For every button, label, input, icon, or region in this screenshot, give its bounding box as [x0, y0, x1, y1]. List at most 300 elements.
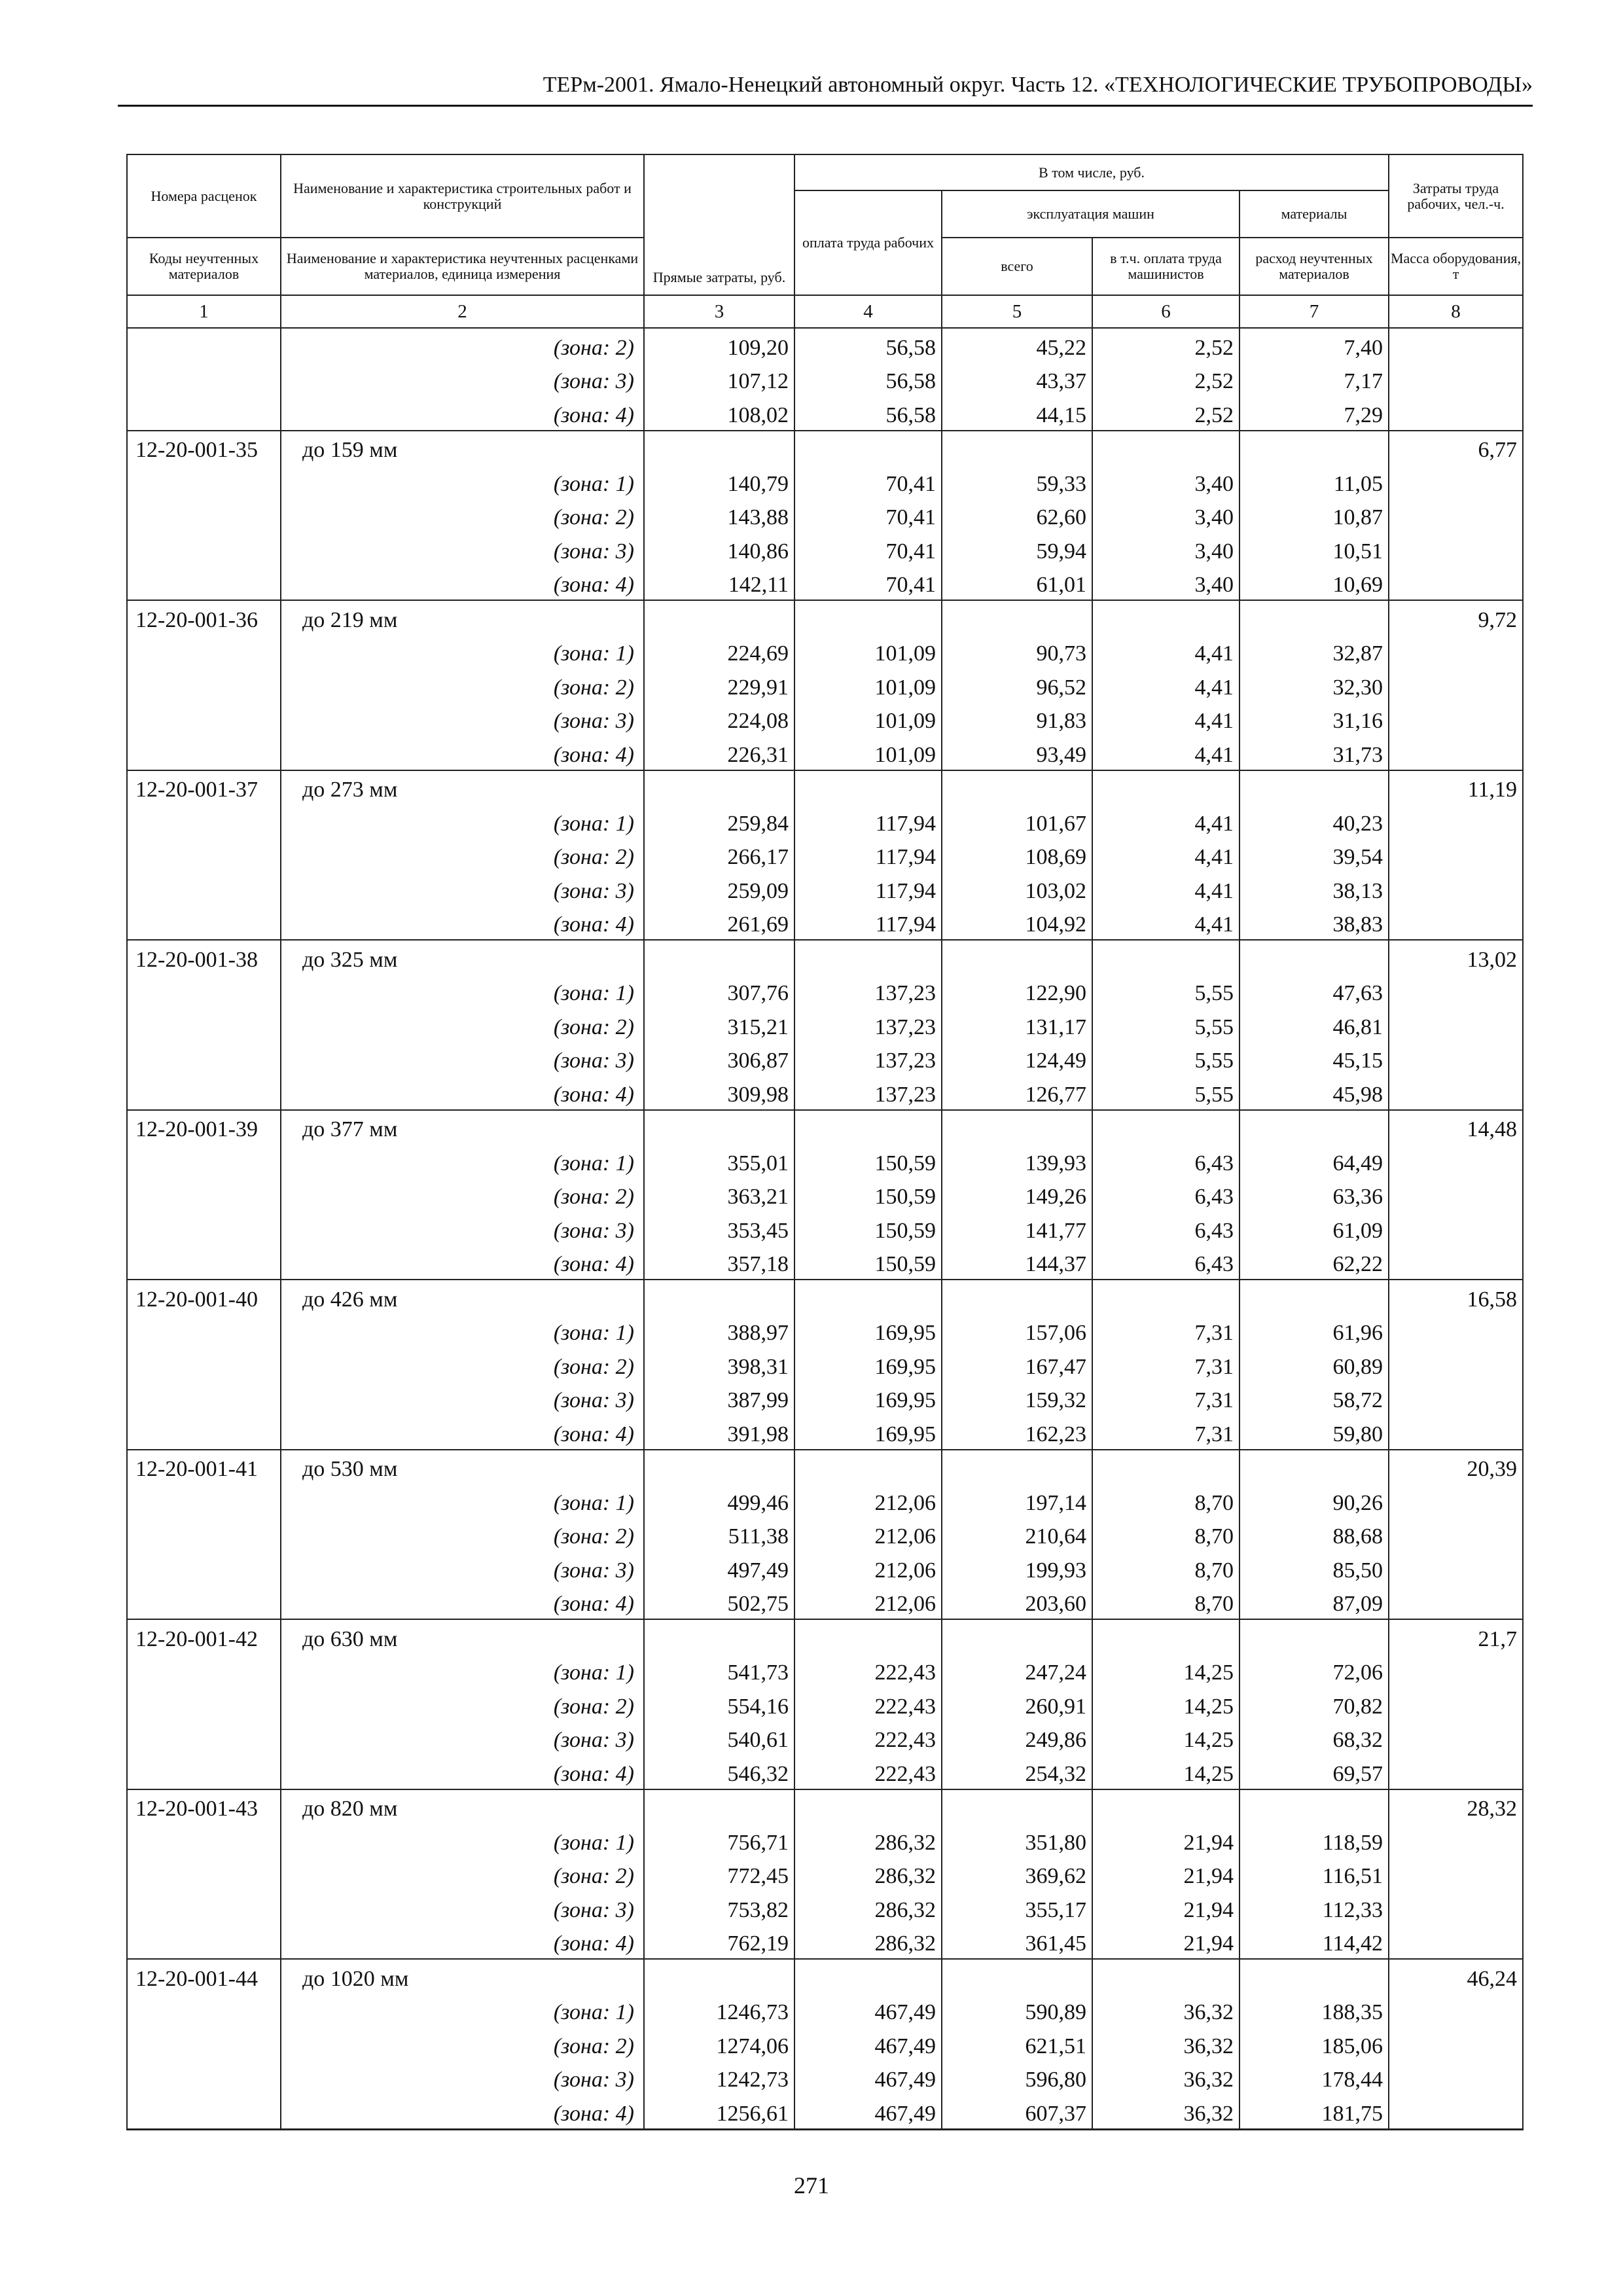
value-cell: 108,69 — [942, 838, 1092, 872]
value-cell: 5,55 — [1092, 1075, 1240, 1110]
empty-cell — [1389, 1075, 1523, 1110]
value-cell: 96,52 — [942, 668, 1092, 702]
value-cell: 139,93 — [942, 1144, 1092, 1178]
value-cell: 224,08 — [644, 702, 794, 736]
zone-label: (зона: 3) — [281, 872, 644, 906]
empty-cell — [1389, 2027, 1523, 2061]
table-row — [127, 668, 1523, 702]
zone-label: (зона: 2) — [281, 1687, 644, 1721]
rate-name: до 820 мм — [281, 1789, 644, 1824]
value-cell: 286,32 — [794, 1857, 942, 1892]
empty-cell — [1389, 499, 1523, 533]
value-cell: 3,40 — [1092, 499, 1240, 533]
value-cell: 369,62 — [942, 1857, 1092, 1892]
empty-cell — [644, 1789, 794, 1824]
empty-cell — [942, 1450, 1092, 1484]
empty-cell — [1389, 1687, 1523, 1721]
value-cell: 2,52 — [1092, 396, 1240, 431]
value-cell: 58,72 — [1240, 1382, 1389, 1416]
empty-cell — [942, 1280, 1092, 1314]
value-cell: 3,40 — [1092, 566, 1240, 601]
empty-cell — [644, 940, 794, 975]
value-cell: 355,01 — [644, 1144, 794, 1178]
table-header — [127, 154, 1523, 328]
value-cell: 88,68 — [1240, 1518, 1389, 1552]
value-cell: 1274,06 — [644, 2027, 794, 2061]
value-cell: 143,88 — [644, 499, 794, 533]
value-cell: 137,23 — [794, 1042, 942, 1076]
empty-cell — [1092, 600, 1240, 635]
value-cell: 70,82 — [1240, 1687, 1389, 1721]
zone-label: (зона: 2) — [281, 1348, 644, 1382]
empty-cell — [127, 1823, 281, 1857]
value-cell: 4,41 — [1092, 804, 1240, 838]
value-cell: 117,94 — [794, 906, 942, 941]
empty-cell — [942, 1959, 1092, 1994]
value-cell: 140,79 — [644, 465, 794, 499]
rate-code: 12-20-001-37 — [127, 770, 281, 805]
value-cell: 101,67 — [942, 804, 1092, 838]
empty-cell — [1389, 635, 1523, 669]
rate-name: до 377 мм — [281, 1110, 644, 1145]
value-cell: 361,45 — [942, 1925, 1092, 1960]
value-cell: 90,73 — [942, 635, 1092, 669]
value-cell: 7,17 — [1240, 363, 1389, 397]
empty-cell — [794, 1110, 942, 1145]
value-cell: 388,97 — [644, 1314, 794, 1348]
value-cell: 546,32 — [644, 1755, 794, 1789]
table-row — [127, 906, 1523, 941]
table-row — [127, 975, 1523, 1009]
value-cell: 101,09 — [794, 635, 942, 669]
empty-cell — [1389, 1721, 1523, 1755]
empty-cell — [127, 1246, 281, 1280]
value-cell: 162,23 — [942, 1415, 1092, 1450]
labor-cost: 20,39 — [1389, 1450, 1523, 1484]
empty-cell — [1389, 1823, 1523, 1857]
empty-cell — [1389, 668, 1523, 702]
empty-cell — [644, 1280, 794, 1314]
value-cell: 306,87 — [644, 1042, 794, 1076]
empty-cell — [127, 975, 281, 1009]
empty-cell — [1389, 1415, 1523, 1450]
column-number: 8 — [1389, 295, 1523, 328]
empty-cell — [127, 328, 281, 363]
value-cell: 7,31 — [1092, 1348, 1240, 1382]
zone-label: (зона: 2) — [281, 1178, 644, 1212]
value-cell: 122,90 — [942, 975, 1092, 1009]
value-cell: 212,06 — [794, 1518, 942, 1552]
value-cell: 351,80 — [942, 1823, 1092, 1857]
value-cell: 21,94 — [1092, 1823, 1240, 1857]
empty-cell — [1389, 1144, 1523, 1178]
value-cell: 8,70 — [1092, 1551, 1240, 1585]
empty-cell — [127, 2094, 281, 2129]
column-number: 5 — [942, 295, 1092, 328]
value-cell: 137,23 — [794, 1075, 942, 1110]
value-cell: 247,24 — [942, 1654, 1092, 1688]
value-cell: 169,95 — [794, 1314, 942, 1348]
empty-cell — [1389, 396, 1523, 431]
value-cell: 11,05 — [1240, 465, 1389, 499]
empty-cell — [794, 770, 942, 805]
empty-cell — [127, 1211, 281, 1246]
value-cell: 14,25 — [1092, 1755, 1240, 1789]
header-cell: Прямые затраты, руб. — [644, 154, 794, 295]
value-cell: 188,35 — [1240, 1994, 1389, 2028]
table-row — [127, 736, 1523, 770]
empty-cell — [1240, 1450, 1389, 1484]
zone-label: (зона: 1) — [281, 1314, 644, 1348]
value-cell: 68,32 — [1240, 1721, 1389, 1755]
zone-label: (зона: 3) — [281, 363, 644, 397]
value-cell: 64,49 — [1240, 1144, 1389, 1178]
rate-row — [127, 431, 1523, 465]
zone-label: (зона: 2) — [281, 499, 644, 533]
empty-cell — [1240, 770, 1389, 805]
empty-cell — [1389, 2061, 1523, 2095]
value-cell: 266,17 — [644, 838, 794, 872]
value-cell: 109,20 — [644, 328, 794, 363]
zone-label: (зона: 2) — [281, 2027, 644, 2061]
value-cell: 10,87 — [1240, 499, 1389, 533]
value-cell: 46,81 — [1240, 1008, 1389, 1042]
empty-cell — [127, 1415, 281, 1450]
value-cell: 32,30 — [1240, 668, 1389, 702]
table-row — [127, 1891, 1523, 1925]
value-cell: 286,32 — [794, 1925, 942, 1960]
empty-cell — [1389, 465, 1523, 499]
zone-label: (зона: 4) — [281, 1585, 644, 1620]
table-row — [127, 1994, 1523, 2028]
value-cell: 36,32 — [1092, 2094, 1240, 2129]
empty-cell — [942, 431, 1092, 465]
zone-label: (зона: 1) — [281, 1823, 644, 1857]
empty-cell — [644, 1110, 794, 1145]
value-cell: 21,94 — [1092, 1891, 1240, 1925]
value-cell: 259,84 — [644, 804, 794, 838]
value-cell: 104,92 — [942, 906, 1092, 941]
empty-cell — [127, 1687, 281, 1721]
labor-cost: 16,58 — [1389, 1280, 1523, 1314]
table-row — [127, 1551, 1523, 1585]
empty-cell — [644, 600, 794, 635]
value-cell: 38,83 — [1240, 906, 1389, 941]
value-cell: 117,94 — [794, 838, 942, 872]
empty-cell — [127, 1994, 281, 2028]
empty-cell — [127, 1178, 281, 1212]
value-cell: 108,02 — [644, 396, 794, 431]
empty-cell — [1389, 838, 1523, 872]
value-cell: 10,69 — [1240, 566, 1389, 601]
value-cell: 3,40 — [1092, 465, 1240, 499]
value-cell: 90,26 — [1240, 1484, 1389, 1518]
value-cell: 4,41 — [1092, 702, 1240, 736]
zone-label: (зона: 2) — [281, 328, 644, 363]
value-cell: 226,31 — [644, 736, 794, 770]
empty-cell — [1389, 804, 1523, 838]
value-cell: 753,82 — [644, 1891, 794, 1925]
value-cell: 387,99 — [644, 1382, 794, 1416]
value-cell: 467,49 — [794, 2061, 942, 2095]
value-cell: 224,69 — [644, 635, 794, 669]
rate-name: до 325 мм — [281, 940, 644, 975]
empty-cell — [1240, 940, 1389, 975]
value-cell: 169,95 — [794, 1382, 942, 1416]
column-number: 1 — [127, 295, 281, 328]
value-cell: 6,43 — [1092, 1178, 1240, 1212]
header-cell: материалы — [1240, 190, 1389, 238]
empty-cell — [127, 668, 281, 702]
zone-label: (зона: 2) — [281, 1518, 644, 1552]
empty-cell — [1240, 1959, 1389, 1994]
empty-cell — [1240, 1110, 1389, 1145]
value-cell: 511,38 — [644, 1518, 794, 1552]
empty-cell — [644, 1450, 794, 1484]
value-cell: 259,09 — [644, 872, 794, 906]
value-cell: 117,94 — [794, 872, 942, 906]
rate-code: 12-20-001-43 — [127, 1789, 281, 1824]
value-cell: 56,58 — [794, 396, 942, 431]
empty-cell — [127, 1144, 281, 1178]
value-cell: 210,64 — [942, 1518, 1092, 1552]
value-cell: 363,21 — [644, 1178, 794, 1212]
value-cell: 62,60 — [942, 499, 1092, 533]
empty-cell — [644, 1959, 794, 1994]
empty-cell — [1389, 1755, 1523, 1789]
empty-cell — [942, 940, 1092, 975]
table-row — [127, 499, 1523, 533]
empty-cell — [127, 635, 281, 669]
value-cell: 203,60 — [942, 1585, 1092, 1620]
header-title: ТЕРм-2001. Ямало-Ненецкий автономный округ. Часть 12. «ТЕХНОЛОГИЧЕСКИЕ ТРУБОПРОВОДЫ» — [543, 73, 1533, 97]
empty-cell — [1389, 1891, 1523, 1925]
value-cell: 5,55 — [1092, 975, 1240, 1009]
value-cell: 185,06 — [1240, 2027, 1389, 2061]
zone-label: (зона: 3) — [281, 532, 644, 566]
empty-cell — [127, 702, 281, 736]
table-row — [127, 1518, 1523, 1552]
table-row — [127, 1348, 1523, 1382]
empty-cell — [1389, 1008, 1523, 1042]
value-cell: 137,23 — [794, 1008, 942, 1042]
value-cell: 199,93 — [942, 1551, 1092, 1585]
labor-cost: 46,24 — [1389, 1959, 1523, 1994]
empty-cell — [1389, 363, 1523, 397]
empty-cell — [942, 1110, 1092, 1145]
table-row — [127, 1178, 1523, 1212]
empty-cell — [1389, 702, 1523, 736]
value-cell: 2,52 — [1092, 328, 1240, 363]
empty-cell — [1389, 1348, 1523, 1382]
value-cell: 8,70 — [1092, 1484, 1240, 1518]
value-cell: 307,76 — [644, 975, 794, 1009]
value-cell: 93,49 — [942, 736, 1092, 770]
empty-cell — [1389, 1518, 1523, 1552]
value-cell: 4,41 — [1092, 872, 1240, 906]
zone-label: (зона: 1) — [281, 1484, 644, 1518]
value-cell: 60,89 — [1240, 1348, 1389, 1382]
empty-cell — [127, 1654, 281, 1688]
value-cell: 4,41 — [1092, 838, 1240, 872]
empty-cell — [127, 2027, 281, 2061]
zone-label: (зона: 1) — [281, 975, 644, 1009]
value-cell: 540,61 — [644, 1721, 794, 1755]
rate-code: 12-20-001-41 — [127, 1450, 281, 1484]
value-cell: 47,63 — [1240, 975, 1389, 1009]
empty-cell — [1092, 1110, 1240, 1145]
value-cell: 499,46 — [644, 1484, 794, 1518]
empty-cell — [127, 804, 281, 838]
table-row — [127, 532, 1523, 566]
value-cell: 157,06 — [942, 1314, 1092, 1348]
value-cell: 212,06 — [794, 1551, 942, 1585]
empty-cell — [127, 736, 281, 770]
empty-cell — [127, 396, 281, 431]
table-row — [127, 1755, 1523, 1789]
table-row — [127, 1687, 1523, 1721]
value-cell: 85,50 — [1240, 1551, 1389, 1585]
value-cell: 4,41 — [1092, 906, 1240, 941]
rate-row — [127, 1450, 1523, 1484]
value-cell: 229,91 — [644, 668, 794, 702]
value-cell: 70,41 — [794, 499, 942, 533]
header-cell: Затраты труда рабочих, чел.-ч. — [1389, 154, 1523, 238]
empty-cell — [127, 1925, 281, 1960]
table-row — [127, 2061, 1523, 2095]
value-cell: 36,32 — [1092, 2027, 1240, 2061]
value-cell: 355,17 — [942, 1891, 1092, 1925]
empty-cell — [127, 906, 281, 941]
empty-cell — [1092, 1619, 1240, 1654]
value-cell: 762,19 — [644, 1925, 794, 1960]
value-cell: 5,55 — [1092, 1008, 1240, 1042]
value-cell: 169,95 — [794, 1415, 942, 1450]
value-cell: 8,70 — [1092, 1518, 1240, 1552]
value-cell: 222,43 — [794, 1755, 942, 1789]
zone-label: (зона: 2) — [281, 838, 644, 872]
rate-row — [127, 770, 1523, 805]
empty-cell — [942, 600, 1092, 635]
empty-cell — [127, 499, 281, 533]
value-cell: 222,43 — [794, 1721, 942, 1755]
empty-cell — [794, 1450, 942, 1484]
rate-name: до 1020 мм — [281, 1959, 644, 1994]
table-row — [127, 1721, 1523, 1755]
header-cell: Коды неучтенных материалов — [127, 238, 281, 295]
header-cell: расход неучтенных материалов — [1240, 238, 1389, 295]
rate-row — [127, 600, 1523, 635]
table-row — [127, 396, 1523, 431]
value-cell: 59,94 — [942, 532, 1092, 566]
zone-label: (зона: 3) — [281, 1042, 644, 1076]
empty-cell — [1240, 1280, 1389, 1314]
value-cell: 467,49 — [794, 1994, 942, 2028]
value-cell: 39,54 — [1240, 838, 1389, 872]
value-cell: 1256,61 — [644, 2094, 794, 2129]
zone-label: (зона: 1) — [281, 1994, 644, 2028]
rate-name: до 426 мм — [281, 1280, 644, 1314]
empty-cell — [1389, 872, 1523, 906]
value-cell: 7,40 — [1240, 328, 1389, 363]
empty-cell — [1389, 906, 1523, 941]
value-cell: 118,59 — [1240, 1823, 1389, 1857]
table-row — [127, 1585, 1523, 1620]
empty-cell — [1092, 1280, 1240, 1314]
table-row — [127, 465, 1523, 499]
zone-label: (зона: 4) — [281, 2094, 644, 2129]
table-row — [127, 1654, 1523, 1688]
value-cell: 621,51 — [942, 2027, 1092, 2061]
value-cell: 7,31 — [1092, 1314, 1240, 1348]
zone-label: (зона: 2) — [281, 1857, 644, 1892]
rate-code: 12-20-001-42 — [127, 1619, 281, 1654]
value-cell: 212,06 — [794, 1585, 942, 1620]
rate-name: до 630 мм — [281, 1619, 644, 1654]
value-cell: 197,14 — [942, 1484, 1092, 1518]
empty-cell — [1389, 1925, 1523, 1960]
zone-label: (зона: 3) — [281, 2061, 644, 2095]
value-cell: 596,80 — [942, 2061, 1092, 2095]
empty-cell — [127, 838, 281, 872]
zone-label: (зона: 4) — [281, 1925, 644, 1960]
rate-name: до 159 мм — [281, 431, 644, 465]
page-number: 271 — [794, 2172, 829, 2198]
value-cell: 36,32 — [1092, 2061, 1240, 2095]
empty-cell — [1389, 1246, 1523, 1280]
value-cell: 21,94 — [1092, 1925, 1240, 1960]
value-cell: 254,32 — [942, 1755, 1092, 1789]
value-cell: 117,94 — [794, 804, 942, 838]
value-cell: 590,89 — [942, 1994, 1092, 2028]
value-cell: 169,95 — [794, 1348, 942, 1382]
empty-cell — [127, 1348, 281, 1382]
empty-cell — [1092, 431, 1240, 465]
value-cell: 467,49 — [794, 2027, 942, 2061]
value-cell: 150,59 — [794, 1246, 942, 1280]
empty-cell — [1240, 431, 1389, 465]
empty-cell — [942, 1619, 1092, 1654]
value-cell: 14,25 — [1092, 1721, 1240, 1755]
empty-cell — [794, 1619, 942, 1654]
empty-cell — [1240, 600, 1389, 635]
header-cell: В том числе, руб. — [794, 154, 1389, 190]
value-cell: 4,41 — [1092, 668, 1240, 702]
zone-label: (зона: 4) — [281, 1755, 644, 1789]
header-cell: оплата труда рабочих — [794, 190, 942, 295]
rate-code: 12-20-001-44 — [127, 1959, 281, 1994]
zone-label: (зона: 3) — [281, 1211, 644, 1246]
value-cell: 124,49 — [942, 1042, 1092, 1076]
table-row — [127, 804, 1523, 838]
empty-cell — [1389, 532, 1523, 566]
empty-cell — [127, 872, 281, 906]
value-cell: 107,12 — [644, 363, 794, 397]
value-cell: 4,41 — [1092, 736, 1240, 770]
table-body — [127, 328, 1523, 2129]
empty-cell — [127, 1484, 281, 1518]
value-cell: 149,26 — [942, 1178, 1092, 1212]
value-cell: 59,33 — [942, 465, 1092, 499]
empty-cell — [127, 465, 281, 499]
empty-cell — [127, 1075, 281, 1110]
empty-cell — [127, 1382, 281, 1416]
table-row — [127, 1008, 1523, 1042]
value-cell: 61,01 — [942, 566, 1092, 601]
table-row — [127, 1246, 1523, 1280]
value-cell: 144,37 — [942, 1246, 1092, 1280]
empty-cell — [1389, 1382, 1523, 1416]
